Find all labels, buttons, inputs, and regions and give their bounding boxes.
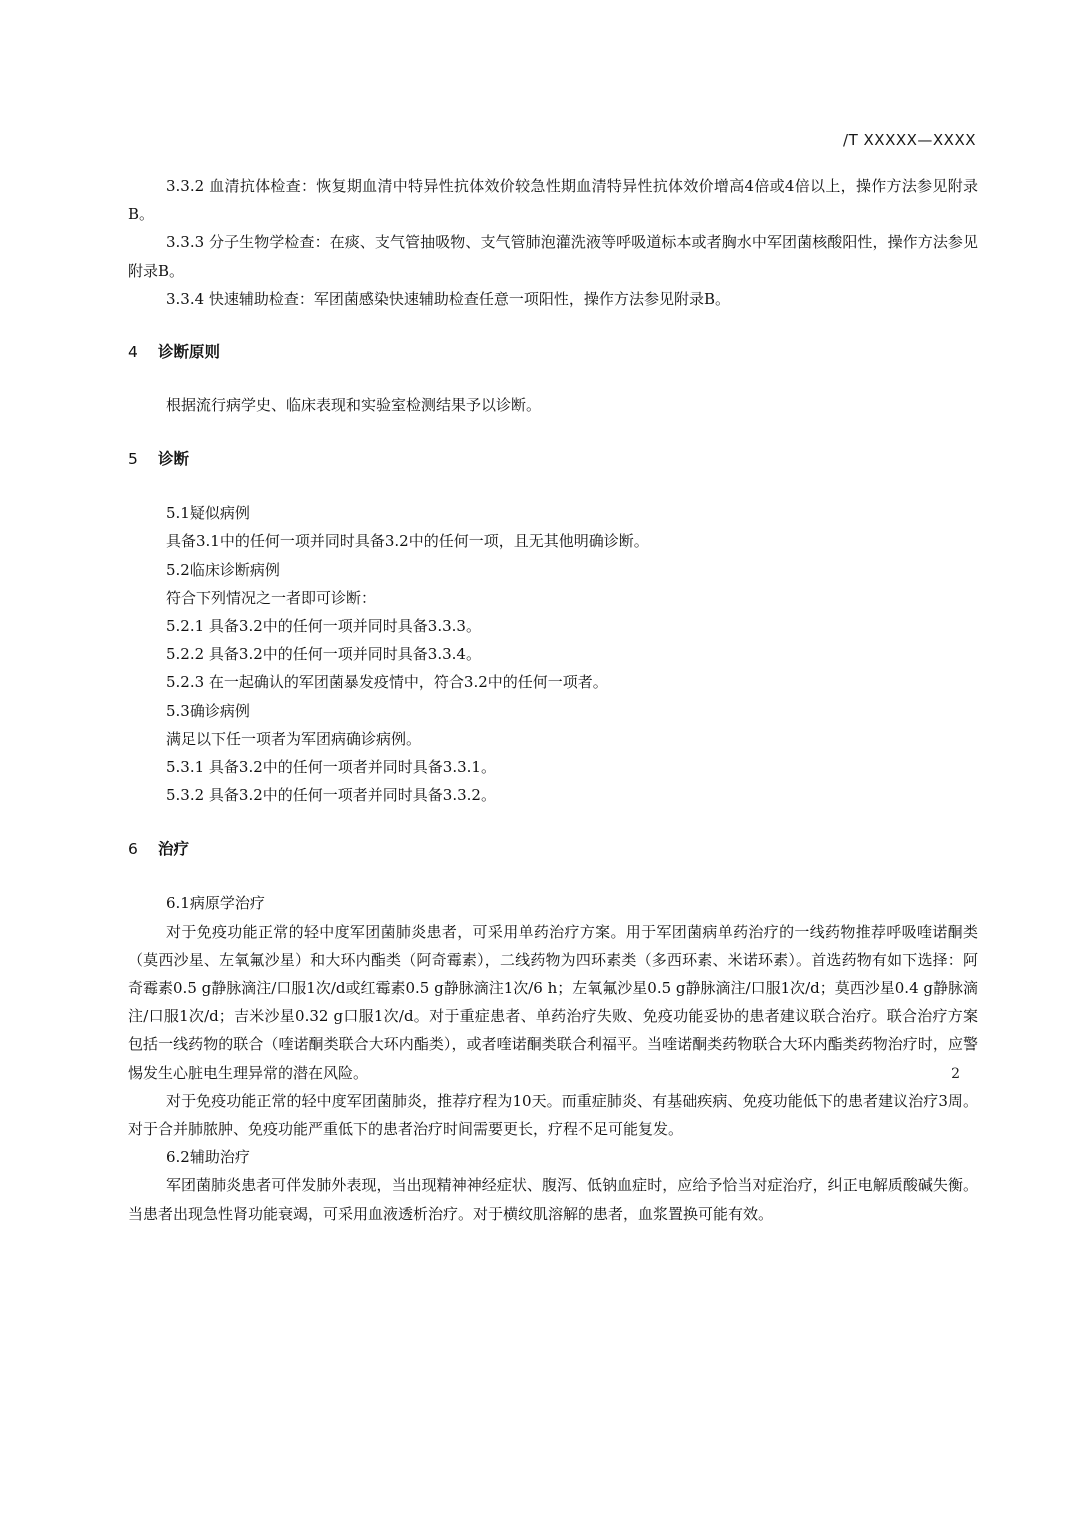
section-title: 诊断 — [158, 450, 190, 469]
section-title: 治疗 — [158, 840, 190, 859]
section-number: 5 — [128, 450, 138, 469]
paragraph-5-2-2: 5.2.2 具备3.2中的任何一项并同时具备3.3.4。 — [166, 645, 481, 664]
heading-section-6 — [128, 835, 978, 863]
paragraph-3-3-4: 3.3.4 快速辅助检查：军团菌感染快速辅助检查任意一项阳性，操作方法参见附录B。 — [166, 289, 730, 308]
heading-section-5 — [128, 445, 978, 473]
subheading-5-3: 5.3确诊病例 — [166, 701, 250, 720]
paragraph-3-3-3: 3.3.3 分子生物学检查：在痰、支气管抽吸物、支气管肺泡灌洗液等呼吸道标本或者胸水中军团菌核酸阳性，操作方法参见附录B。 — [128, 233, 978, 280]
page-number: 2 — [951, 1066, 960, 1082]
paragraph-5-2-1: 5.2.1 具备3.2中的任何一项并同时具备3.3.3。 — [166, 617, 481, 636]
subheading-6-1: 6.1病原学治疗 — [166, 894, 265, 913]
paragraph-5-3-1: 5.3.1 具备3.2中的任何一项者并同时具备3.3.1。 — [166, 758, 496, 777]
paragraph-5-2: 符合下列情况之一者即可诊断： — [166, 588, 377, 607]
paragraph-6-1-b: 对于免疫功能正常的轻中度军团菌肺炎，推荐疗程为10天。而重症肺炎、有基础疾病、免疫功能低下的患者建议治疗3周。对于合并肺脓肿、免疫功能严重低下的患者治疗时间需要更长，疗程不足可能复发。 — [128, 1091, 978, 1139]
paragraph-6-1-a: 对于免疫功能正常的轻中度军团菌肺炎患者，可采用单药治疗方案。用于军团菌病单药治疗的一线药物推荐呼吸喹诺酮类（莫西沙星、左氧氟沙星）和大环内酯类（阿奇霉素），二线药物为四环素类（多西环素、米诺环素）。首选药物有如下选择：阿奇霉素0.5 g静脉滴注/口服1次/d或红霉素0.5 g静脉滴注1次/6 h；左氧氟沙星0.5 g静脉滴注/口服1次/d；莫西沙星0.4 g静脉滴注/口服1次/d；吉米沙星0.32 g口服1次/d。对于重症患者、单药治疗失败、免疫功能妥协的患者建议联合治疗。联合治疗方案包括一线药物的联合（喹诺酮类联合大环内酯类），或者喹诺酮类联合利福平。当喹诺酮类药物联合大环内酯类药物治疗时，应警惕发生心脏电生理异常的潜在风险。 — [128, 922, 978, 1082]
subheading-5-2: 5.2临床诊断病例 — [166, 560, 280, 579]
section-number: 4 — [128, 343, 138, 362]
paragraph-6-2: 军团菌肺炎患者可伴发肺外表现，当出现精神神经症状、腹泻、低钠血症时，应给予恰当对症治疗，纠正电解质酸碱失衡。当患者出现急性肾功能衰竭，可采用血液透析治疗。对于横纹肌溶解的患者，血浆置换可能有效。 — [128, 1176, 978, 1223]
subheading-5-1: 5.1疑似病例 — [166, 504, 250, 523]
heading-section-4 — [128, 338, 978, 366]
paragraph-5-3-2: 5.3.2 具备3.2中的任何一项者并同时具备3.3.2。 — [166, 786, 496, 805]
paragraph-5-1: 具备3.1中的任何一项并同时具备3.2中的任何一项，且无其他明确诊断。 — [166, 532, 649, 551]
document-code: /T XXXXX—XXXX — [843, 131, 976, 149]
section-number: 6 — [128, 840, 138, 859]
subheading-6-2: 6.2辅助治疗 — [166, 1148, 250, 1167]
section-title: 诊断原则 — [158, 343, 221, 362]
paragraph-5-3: 满足以下任一项者为军团病确诊病例。 — [166, 729, 422, 748]
paragraph-4: 根据流行病学史、临床表现和实验室检测结果予以诊断。 — [166, 396, 542, 415]
paragraph-5-2-3: 5.2.3 在一起确认的军团菌暴发疫情中，符合3.2中的任何一项者。 — [166, 673, 608, 692]
paragraph-3-3-2: 3.3.2 血清抗体检查：恢复期血清中特异性抗体效价较急性期血清特异性抗体效价增高4倍或4倍以上，操作方法参见附录B。 — [128, 177, 978, 224]
document-body — [128, 172, 978, 1228]
